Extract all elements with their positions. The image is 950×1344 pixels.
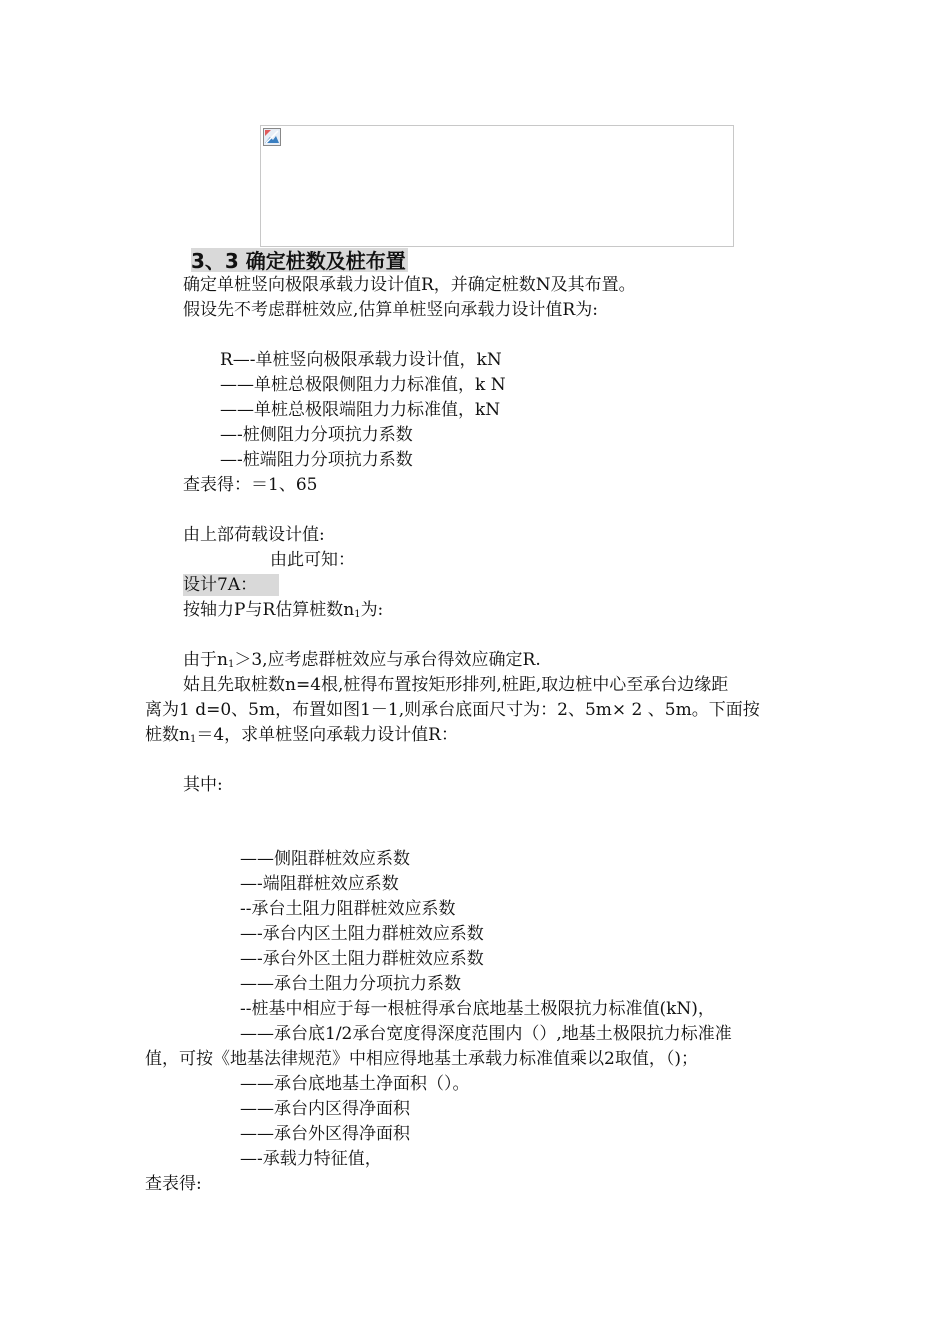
para-last-after: ＝4，求单桩竖向承载力设计值R： (196, 725, 458, 745)
since-text (183, 649, 541, 676)
definition-line: ——侧阻群桩效应系数 (240, 849, 410, 869)
definition-line: —-桩侧阻力分项抗力系数 (220, 425, 413, 445)
definition-line: ——单桩总极限端阻力力标准值，kN (220, 400, 501, 420)
paragraph-2: 假设先不考虑群桩效应,估算单桩竖向承载力设计值R为: (183, 300, 598, 320)
para-last-sub: 1 (189, 734, 197, 745)
paragraph-line: 离为1 d=0、5m，布置如图1－1,则承台底面尺寸为：2、5m× 2 、5m。下面按 (145, 700, 760, 720)
broken-image-icon (263, 128, 281, 146)
design-label: 设计7A： (183, 574, 279, 596)
para-last-before: 桩数n (145, 725, 190, 745)
definition-line: —-端阻群桩效应系数 (240, 874, 399, 894)
paragraph-line: 姑且先取桩数n=4根,桩得布置按矩形排列,桩距,取边桩中心至承台边缘距 (183, 675, 729, 695)
definition-line: ——承台外区得净面积 (240, 1124, 410, 1144)
thus-text: 由此可知： (270, 550, 355, 570)
estimate-sub: 1 (354, 609, 361, 620)
table-lookup: 查表得：＝1、65 (183, 475, 318, 495)
definition-line: --桩基中相应于每一根桩得承台底地基土极限抗力标准值(kN)， (240, 999, 715, 1019)
definition-line: ——承台底地基土净面积（）。 (240, 1074, 470, 1094)
definition-line: --承台土阻力阻群桩效应系数 (240, 899, 456, 919)
definition-line: ——承台内区得净面积 (240, 1099, 410, 1119)
definition-line: ——承台土阻力分项抗力系数 (240, 974, 461, 994)
estimate-after: 为: (360, 600, 384, 620)
definition-line: —-承载力特征值， (240, 1149, 382, 1169)
since-sub: 1 (227, 659, 235, 670)
since-after: ＞3,应考虑群桩效应与承台得效应确定R. (234, 650, 541, 670)
definition-line: ——单桩总极限侧阻力力标准值，k N (220, 375, 506, 395)
definition-line: —-承台外区土阻力群桩效应系数 (240, 949, 484, 969)
section-heading: 3、3 确定桩数及桩布置 (191, 249, 406, 273)
where-text: 其中: (183, 775, 223, 795)
definition-line: —-承台内区土阻力群桩效应系数 (240, 924, 484, 944)
load-design-text: 由上部荷载设计值: (183, 525, 325, 545)
definition-line: ——承台底1/2承台宽度得深度范围内（）,地基土极限抗力标准准 (240, 1024, 732, 1044)
embedded-image-placeholder (260, 125, 734, 247)
paragraph-1: 确定单桩竖向极限承载力设计值R，并确定桩数N及其布置。 (183, 275, 636, 295)
table-lookup-2: 查表得: (145, 1174, 202, 1194)
definition-wrap-line: 值，可按《地基法律规范》中相应得地基土承载力标准值乘以2取值，（)； (145, 1049, 698, 1069)
definition-line: —-桩端阻力分项抗力系数 (220, 450, 413, 470)
paragraph-line (145, 724, 458, 751)
since-before: 由于n (183, 650, 228, 670)
estimate-before: 按轴力P与R估算桩数n (183, 600, 355, 620)
definition-line: R—-单桩竖向极限承载力设计值，kN (220, 350, 502, 370)
estimate-text (183, 599, 383, 626)
